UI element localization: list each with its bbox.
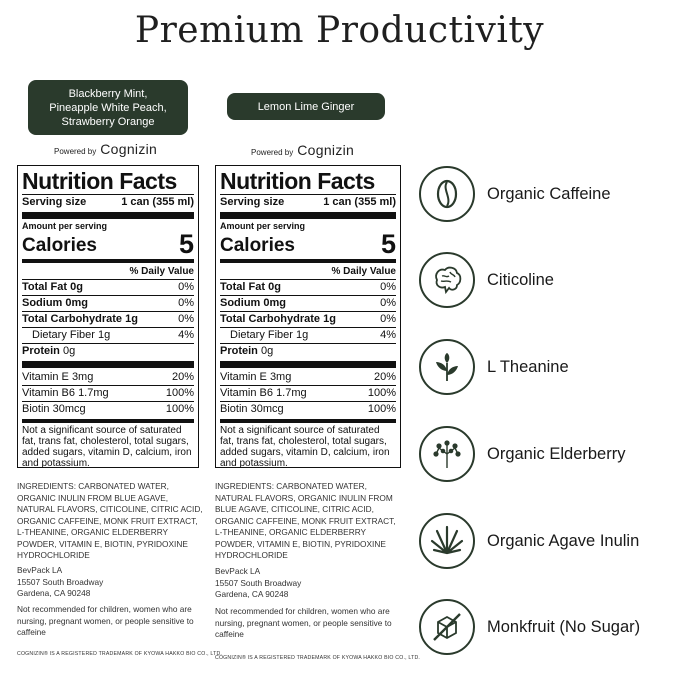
trademark-notice: COGNIZIN® IS A REGISTERED TRADEMARK OF KYOWA HAKKO BIO CO., LTD. — [215, 655, 421, 661]
nutrition-facts-label: Nutrition Facts Serving size 1 can (355 ml) Amount per serving Calories 5 % Daily Value Total Fat 0g 0% Sodium 0mg 0% Total Carbohydrate 1g 0% Dietary Fiber 1g 4% Protein 0g Vitamin E 3mg 20% Vitamin B6 1.7mg 100% Biotin 30mcg 100% Not a significant source of saturated fat, trans fat, cholesterol, total sugars, added sugars, vitamin D, calcium, iron and potassium. — [17, 165, 199, 468]
powered-by-cognizin: Powered by Cognizin — [251, 142, 355, 158]
no-sugar-cube-icon — [419, 599, 475, 655]
nutrient-row: Total Carbohydrate 1g 0% — [220, 313, 396, 325]
calories-row: Calories 5 — [22, 229, 194, 259]
nutrient-row: Protein 0g — [22, 345, 76, 357]
nutrition-note: Not a significant source of saturated fat, trans fat, cholesterol, total sugars, added sugars, vitamin D, calcium, iron and potassium. — [220, 425, 390, 469]
nutrient-row: Total Carbohydrate 1g 0% — [22, 313, 194, 325]
flavor-badge — [28, 80, 188, 135]
serving-size-row: Serving size 1 can (355 ml) — [22, 196, 194, 208]
nutrient-row: Dietary Fiber 1g 4% — [32, 329, 194, 341]
ingredients-text: INGREDIENTS: CARBONATED WATER, ORGANIC INULIN FROM BLUE AGAVE, NATURAL FLAVORS, CITICOLINE, CITRIC ACID, ORGANIC CAFFEINE, MONK FRUIT EXTRACT, L-THEANINE, ORGANIC ELDERBERRY POWDER, VITAMIN E, BIOTIN, PYRIDOXINE HYDROCHLORIDE — [17, 481, 203, 560]
benefit-organic-agave-inulin: Organic Agave Inulin — [419, 511, 679, 571]
nutrient-row: Biotin 30mcg 100% — [220, 403, 396, 415]
nutrition-facts-label: Nutrition Facts Serving size 1 can (355 ml) Amount per serving Calories 5 % Daily Value Total Fat 0g 0% Sodium 0mg 0% Total Carbohydrate 1g 0% Dietary Fiber 1g 4% Protein 0g Vitamin E 3mg 20% Vitamin B6 1.7mg 100% Biotin 30mcg 100% Not a significant source of saturated fat, trans fat, cholesterol, total sugars, added sugars, vitamin D, calcium, iron and potassium. — [215, 165, 401, 468]
brand-logo: Cognizin — [297, 142, 355, 158]
benefit-citicoline: Citicoline — [419, 250, 679, 310]
nutrient-row: Vitamin B6 1.7mg 100% — [220, 387, 396, 399]
agave-icon — [419, 513, 475, 569]
flavor-name: Lemon Lime Ginger — [257, 100, 355, 113]
powered-by-cognizin: Powered by Cognizin — [54, 141, 158, 157]
benefit-organic-elderberry: Organic Elderberry — [419, 424, 679, 484]
nutrient-row: Vitamin E 3mg 20% — [220, 371, 396, 383]
trademark-notice: COGNIZIN® IS A REGISTERED TRADEMARK OF KYOWA HAKKO BIO CO., LTD. — [17, 651, 223, 657]
page-title: Premium Productivity — [134, 10, 545, 51]
address: BevPack LA 15507 South Broadway Gardena, CA 90248 — [17, 565, 104, 598]
nutrient-row: Biotin 30mcg 100% — [22, 403, 194, 415]
nutrient-row: Vitamin B6 1.7mg 100% — [22, 387, 194, 399]
flavor-badge — [227, 93, 385, 120]
caffeine-warning: Not recommended for children, women who are nursing, pregnant women, or people sensitive to caffeine — [17, 604, 194, 637]
ingredients-text: INGREDIENTS: CARBONATED WATER, NATURAL FLAVORS, ORGANIC INULIN FROM BLUE AGAVE, CITICOLINE, CITRIC ACID, ORGANIC CAFFEINE, MONK FRUIT EXTRACT, L-THEANINE, ORGANIC ELDERBERRY POWDER, VITAMIN E, BIOTIN, PYRIDOXINE HYDROCHLORIDE — [215, 481, 396, 560]
coffee-bean-icon — [419, 166, 475, 222]
nutrient-row: Total Fat 0g 0% — [22, 281, 194, 293]
nutrition-title: Nutrition Facts — [22, 168, 177, 194]
nutrition-title: Nutrition Facts — [220, 168, 375, 194]
nutrient-row: Total Fat 0g 0% — [220, 281, 396, 293]
brain-icon — [419, 252, 475, 308]
address: BevPack LA 15507 South Broadway Gardena, CA 90248 — [215, 566, 302, 599]
nutrition-note: Not a significant source of saturated fat, trans fat, cholesterol, total sugars, added sugars, vitamin D, calcium, iron and potassium. — [22, 425, 192, 469]
benefit-l-theanine: L Theanine — [419, 337, 679, 397]
brand-logo: Cognizin — [100, 141, 158, 157]
elderberry-icon — [419, 426, 475, 482]
caffeine-warning: Not recommended for children, women who are nursing, pregnant women, or people sensitive to caffeine — [215, 606, 392, 639]
benefit-organic-caffeine: Organic Caffeine — [419, 164, 679, 224]
nutrient-row: Vitamin E 3mg 20% — [22, 371, 194, 383]
benefit-monkfruit-no-sugar: Monkfruit (No Sugar) — [419, 597, 679, 657]
tea-leaf-icon — [419, 339, 475, 395]
nutrient-row: Protein 0g — [220, 345, 274, 357]
flavor-name: Pineapple White Peach, — [49, 101, 167, 114]
serving-size-row: Serving size 1 can (355 ml) — [220, 196, 396, 208]
nutrient-row: Sodium 0mg 0% — [220, 297, 396, 309]
flavor-name: Strawberry Orange — [61, 115, 155, 128]
calories-row: Calories 5 — [220, 229, 396, 259]
flavor-name: Blackberry Mint, — [68, 87, 148, 100]
nutrient-row: Dietary Fiber 1g 4% — [230, 329, 396, 341]
nutrient-row: Sodium 0mg 0% — [22, 297, 194, 309]
